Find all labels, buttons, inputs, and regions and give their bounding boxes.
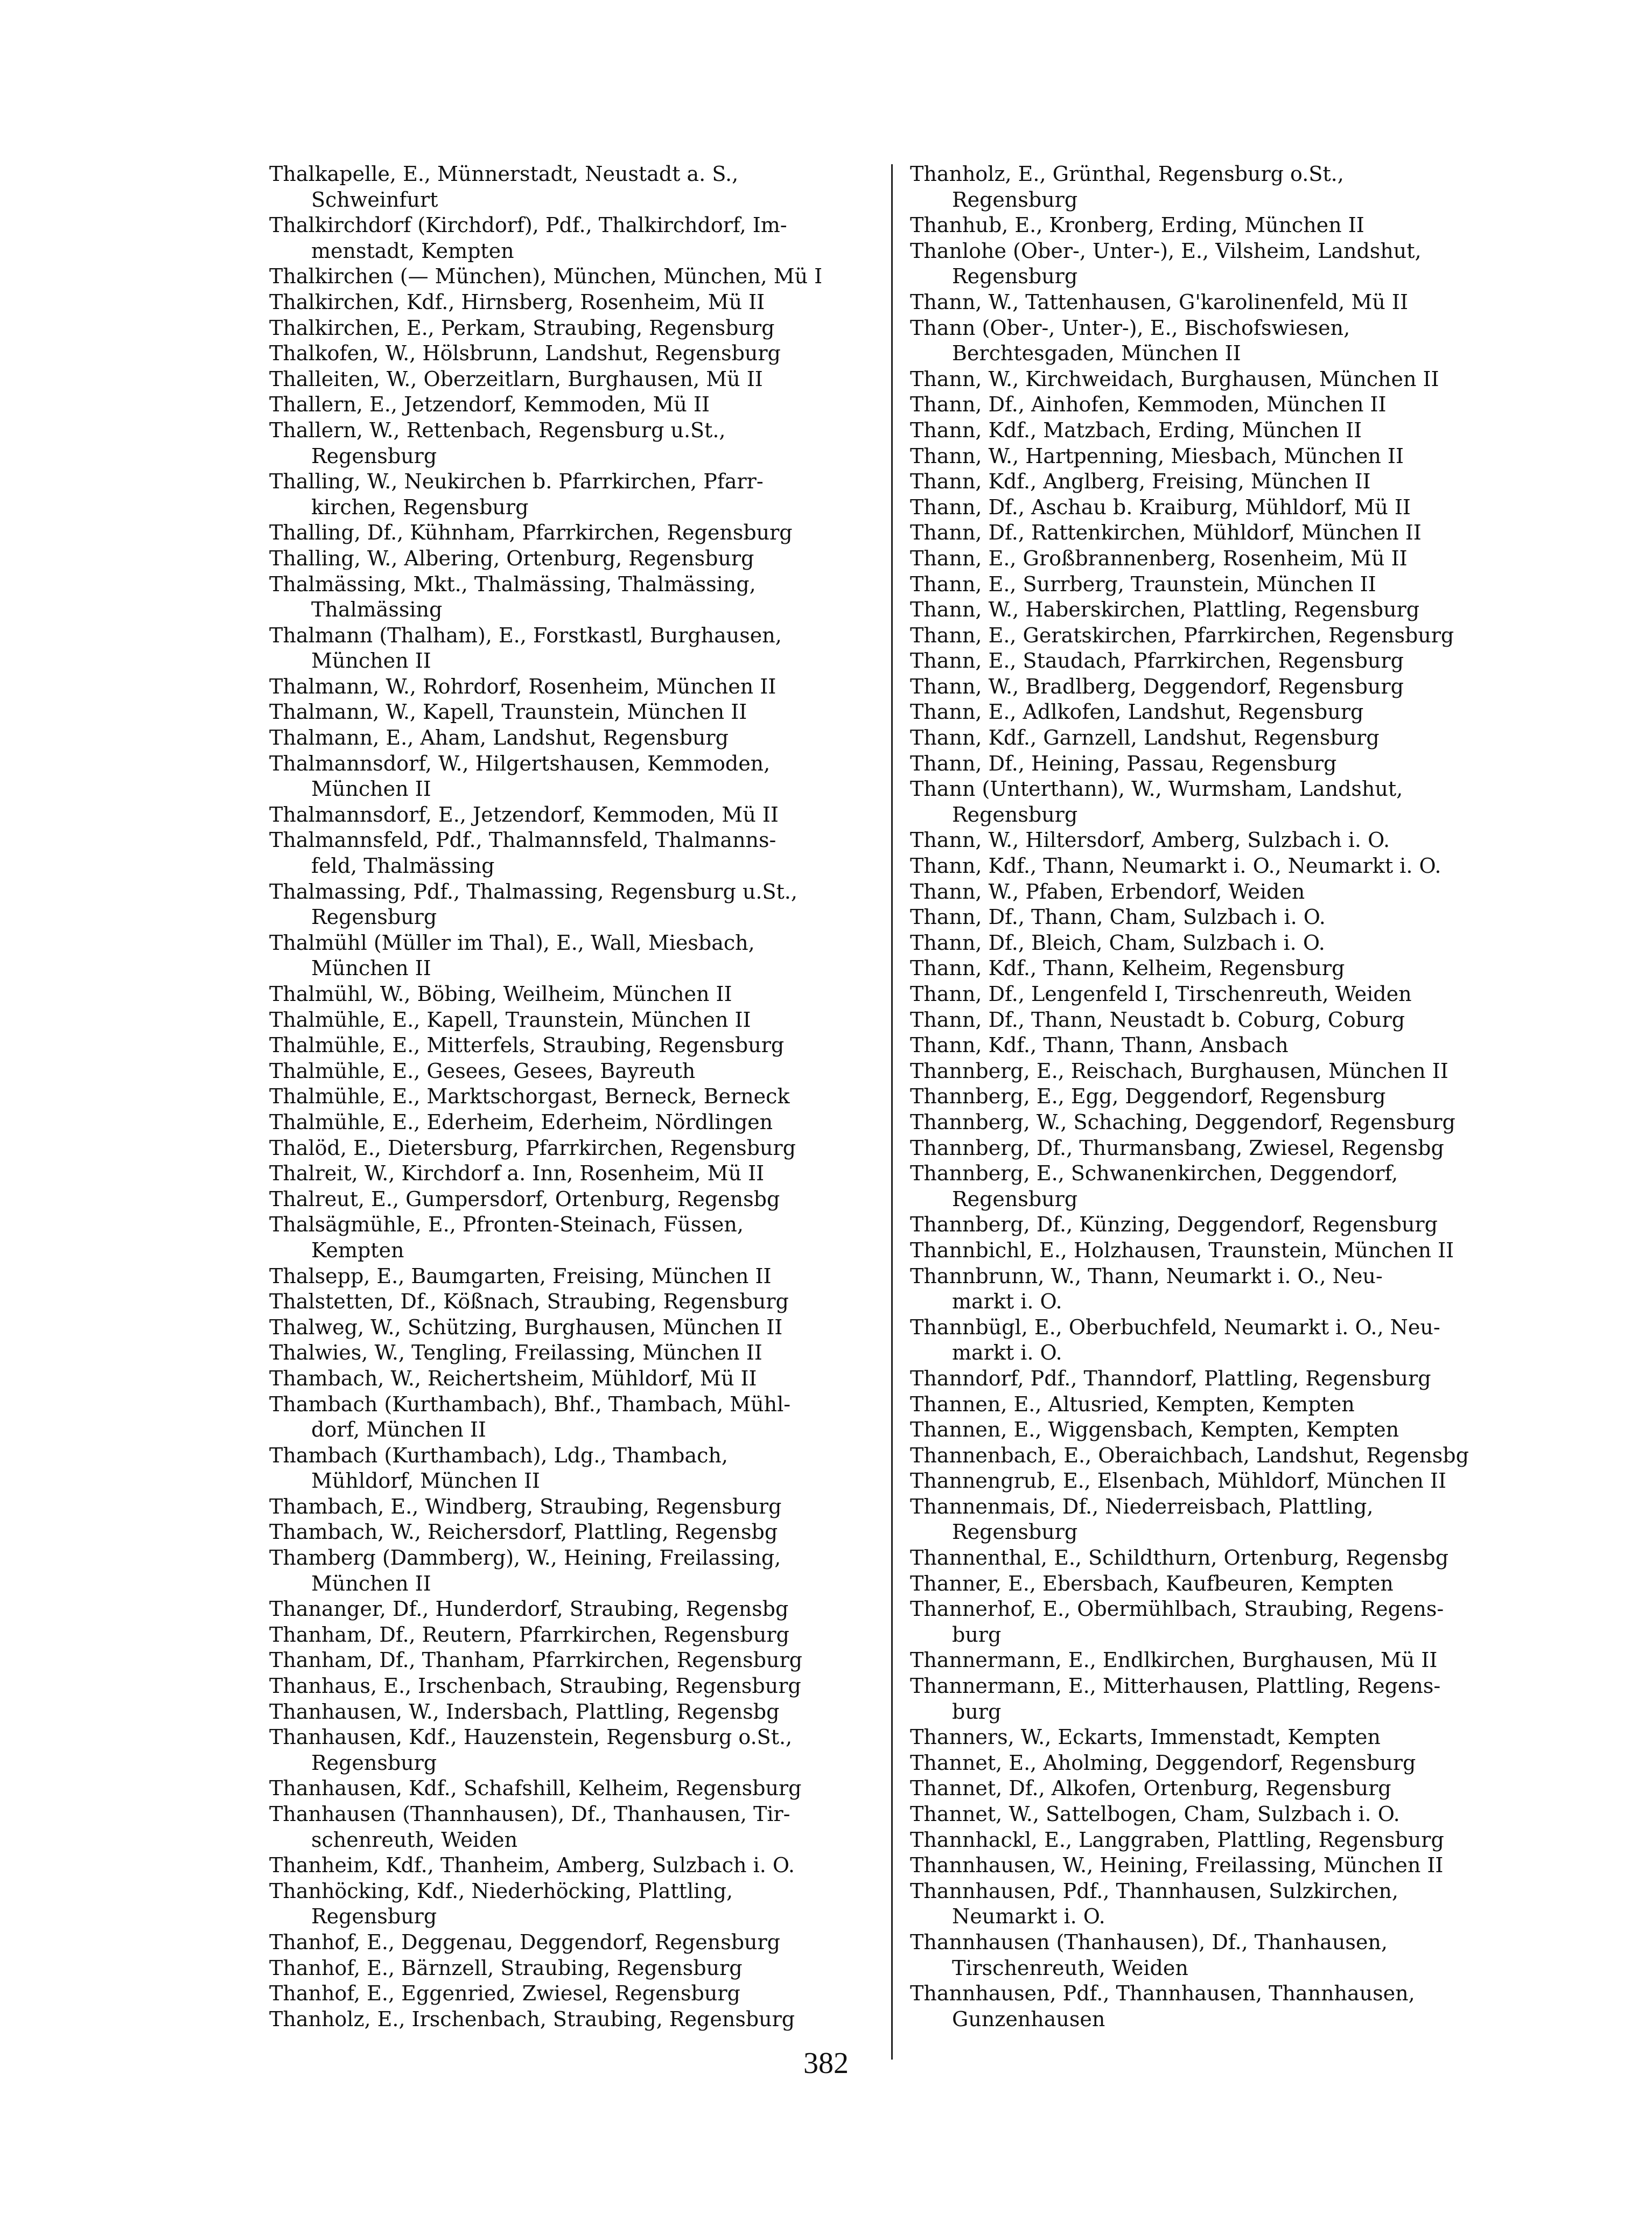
- entry-line: Thanheim, Kdf., Thanheim, Amberg, Sulzbach i. O.: [269, 1853, 795, 1878]
- entry-line: Thalmann, E., Aham, Landshut, Regensburg: [269, 726, 729, 750]
- entry-continuation-line: Regensburg: [311, 1904, 437, 1929]
- entry-line: Thalmühle, E., Kapell, Traunstein, München II: [269, 1007, 751, 1032]
- entry-continuation-line: Kempten: [311, 1238, 404, 1262]
- gazetteer-entry: [910, 367, 1529, 393]
- gazetteer-entry: [910, 1366, 1529, 1392]
- entry-line: Thann, E., Geratskirchen, Pfarrkirchen, Regensburg: [910, 623, 1454, 647]
- gazetteer-entry: [269, 1981, 888, 2007]
- entry-line: Thann, Kdf., Matzbach, Erding, München II: [910, 418, 1362, 442]
- gazetteer-entry: [269, 1879, 888, 1930]
- entry-line: Thannen, E., Wiggensbach, Kempten, Kempten: [910, 1418, 1399, 1442]
- gazetteer-entry: [269, 623, 888, 674]
- gazetteer-entry: [910, 572, 1529, 598]
- gazetteer-entry: [910, 1110, 1529, 1136]
- entry-line: Thann, Df., Thann, Neustadt b. Coburg, Coburg: [910, 1007, 1405, 1032]
- entry-line: Thann, Kdf., Garnzell, Landshut, Regensburg: [910, 726, 1380, 750]
- entry-line: Thannberg, Df., Künzing, Deggendorf, Regensburg: [910, 1213, 1438, 1237]
- gazetteer-entry: [269, 751, 888, 802]
- gazetteer-entry: [269, 1315, 888, 1341]
- gazetteer-entry: [910, 956, 1529, 982]
- entry-line: Thalkofen, W., Hölsbrunn, Landshut, Regensburg: [269, 341, 781, 366]
- gazetteer-entry: [910, 469, 1529, 495]
- gazetteer-entry: [910, 725, 1529, 751]
- gazetteer-entry: [910, 1776, 1529, 1802]
- gazetteer-entry: [269, 1673, 888, 1699]
- gazetteer-entry: [910, 1161, 1529, 1212]
- entry-line: Thalmann, W., Kapell, Traunstein, München II: [269, 700, 747, 724]
- entry-line: Thalkirchen (— München), München, München, Mü I: [269, 264, 823, 289]
- entry-line: Thanhausen, W., Indersbach, Plattling, Regensbg: [269, 1699, 780, 1724]
- entry-continuation-line: dorf, München II: [311, 1418, 486, 1442]
- entry-line: Thann, W., Haberskirchen, Plattling, Regensburg: [910, 598, 1420, 622]
- gazetteer-entry: [910, 1392, 1529, 1418]
- gazetteer-entry: [910, 853, 1529, 879]
- entry-line: Thannet, E., Aholming, Deggendorf, Regensburg: [910, 1750, 1416, 1775]
- entry-line: Thannberg, E., Schwanenkirchen, Deggendorf,: [910, 1161, 1398, 1186]
- entry-line: Thannbrunn, W., Thann, Neumarkt i. O., Neu-: [910, 1264, 1383, 1288]
- entry-line: Thann, Df., Lengenfeld I, Tirschenreuth, Weiden: [910, 982, 1412, 1006]
- gazetteer-entry: [269, 1084, 888, 1110]
- gazetteer-entry: [910, 1264, 1529, 1315]
- gazetteer-entry: [269, 1340, 888, 1366]
- entry-line: Thannbügl, E., Oberbuchfeld, Neumarkt i. O., Neu-: [910, 1315, 1440, 1339]
- entry-continuation-line: kirchen, Regensburg: [311, 495, 529, 519]
- entry-line: Thambach, E., Windberg, Straubing, Regensburg: [269, 1494, 782, 1518]
- entry-line: Thannberg, E., Reischach, Burghausen, München II: [910, 1059, 1448, 1083]
- gazetteer-entry: [910, 623, 1529, 649]
- gazetteer-entry: [269, 162, 888, 213]
- entry-line: Thalwies, W., Tengling, Freilassing, München II: [269, 1341, 762, 1365]
- entry-continuation-line: Regensburg: [952, 187, 1078, 212]
- gazetteer-entry: [910, 495, 1529, 521]
- entry-line: Thann, W., Hiltersdorf, Amberg, Sulzbach i. O.: [910, 828, 1390, 852]
- gazetteer-entry: [269, 699, 888, 725]
- entry-line: Thann, W., Kirchweidach, Burghausen, München II: [910, 367, 1439, 391]
- entry-continuation-line: Regensburg: [952, 802, 1078, 827]
- gazetteer-entry: [269, 1699, 888, 1725]
- gazetteer-entry: [269, 1494, 888, 1520]
- entry-line: Thanhöcking, Kdf., Niederhöcking, Plattling,: [269, 1879, 733, 1903]
- entry-continuation-line: schenreuth, Weiden: [311, 1827, 518, 1852]
- gazetteer-entry: [269, 1110, 888, 1136]
- gazetteer-entry: [910, 1648, 1529, 1673]
- gazetteer-entry: [269, 469, 888, 520]
- entry-line: Thambach (Kurthambach), Bhf., Thambach, Mühl-: [269, 1392, 791, 1416]
- gazetteer-entry: [269, 1545, 888, 1596]
- entry-continuation-line: markt i. O.: [952, 1290, 1062, 1314]
- gazetteer-entry: [269, 1776, 888, 1802]
- gazetteer-entry: [910, 520, 1529, 546]
- entry-continuation-line: menstadt, Kempten: [311, 239, 514, 263]
- gazetteer-entry: [269, 1392, 888, 1443]
- gazetteer-entry: [910, 1007, 1529, 1033]
- entry-line: Thann (Unterthann), W., Wurmsham, Landshut,: [910, 777, 1403, 801]
- gazetteer-entry: [910, 1238, 1529, 1264]
- gazetteer-entry: [269, 1648, 888, 1673]
- gazetteer-entry: [269, 674, 888, 700]
- entry-line: Thalmannsfeld, Pdf., Thalmannsfeld, Thalmanns-: [269, 828, 776, 852]
- gazetteer-entry: [910, 751, 1529, 777]
- gazetteer-entry: [910, 1571, 1529, 1597]
- gazetteer-entry: [910, 213, 1529, 239]
- entry-line: Thannberg, Df., Thurmansbang, Zwiesel, Regensbg: [910, 1136, 1444, 1160]
- entry-line: Thann, W., Pfaben, Erbendorf, Weiden: [910, 879, 1305, 904]
- gazetteer-entry: [269, 546, 888, 572]
- entry-line: Thannhausen, Pdf., Thannhausen, Sulzkirchen,: [910, 1879, 1398, 1903]
- entry-line: Thalweg, W., Schützing, Burghausen, München II: [269, 1315, 783, 1339]
- entry-line: Thann, Df., Ainhofen, Kemmoden, München II: [910, 393, 1387, 417]
- gazetteer-entry: [269, 1264, 888, 1290]
- gazetteer-entry: [910, 1879, 1529, 1930]
- gazetteer-entry: [910, 1494, 1529, 1545]
- gazetteer-entry: [269, 1930, 888, 1956]
- gazetteer-entry: [269, 1187, 888, 1213]
- gazetteer-entry: [910, 1725, 1529, 1750]
- gazetteer-entry: [269, 290, 888, 316]
- entry-line: Thalmühle, E., Marktschorgast, Berneck, Berneck: [269, 1084, 790, 1109]
- entry-line: Thalreut, E., Gumpersdorf, Ortenburg, Regensbg: [269, 1187, 780, 1211]
- gazetteer-entry: [269, 1853, 888, 1879]
- gazetteer-entry: [269, 930, 888, 982]
- entry-continuation-line: München II: [311, 777, 431, 801]
- gazetteer-entry: [910, 1827, 1529, 1853]
- gazetteer-entry: [910, 1596, 1529, 1648]
- gazetteer-entry: [910, 546, 1529, 572]
- entry-continuation-line: München II: [311, 649, 431, 673]
- entry-line: Thambach (Kurthambach), Ldg., Thambach,: [269, 1443, 728, 1467]
- entry-line: Thann, Df., Thann, Cham, Sulzbach i. O.: [910, 905, 1326, 929]
- entry-line: Thanhof, E., Deggenau, Deggendorf, Regensburg: [269, 1930, 780, 1954]
- entry-line: Thallern, E., Jetzendorf, Kemmoden, Mü II: [269, 393, 710, 417]
- gazetteer-entry: [910, 239, 1529, 290]
- entry-line: Thanhof, E., Eggenried, Zwiesel, Regensburg: [269, 1981, 740, 2006]
- gazetteer-entry: [269, 1956, 888, 1981]
- gazetteer-entry: [269, 1519, 888, 1545]
- entry-line: Thalmannsdorf, E., Jetzendorf, Kemmoden, Mü II: [269, 802, 779, 827]
- gazetteer-entry: [269, 341, 888, 367]
- gazetteer-entry: [269, 1725, 888, 1776]
- gazetteer-entry: [910, 1802, 1529, 1827]
- gazetteer-entry: [910, 1212, 1529, 1238]
- entry-line: Thalling, W., Neukirchen b. Pfarrkirchen, Pfarr-: [269, 470, 764, 494]
- entry-line: Thalmühle, E., Gesees, Gesees, Bayreuth: [269, 1059, 696, 1083]
- entry-line: Thamberg (Dammberg), W., Heining, Freilassing,: [269, 1546, 781, 1570]
- entry-continuation-line: Schweinfurt: [311, 187, 438, 212]
- entry-line: Thann, E., Adlkofen, Landshut, Regensburg: [910, 700, 1364, 724]
- entry-line: Thannermann, E., Endlkirchen, Burghausen, Mü II: [910, 1648, 1438, 1672]
- gazetteer-entry: [269, 879, 888, 930]
- gazetteer-entry: [910, 1673, 1529, 1725]
- page-number: 382: [803, 2047, 849, 2080]
- entry-line: Thanners, W., Eckarts, Immenstadt, Kempten: [910, 1725, 1381, 1749]
- entry-line: Thann, Df., Aschau b. Kraiburg, Mühldorf, Mü II: [910, 495, 1411, 519]
- gazetteer-entry: [910, 1315, 1529, 1366]
- entry-line: Thanner, E., Ebersbach, Kaufbeuren, Kempten: [910, 1571, 1394, 1595]
- entry-line: Thalstetten, Df., Kößnach, Straubing, Regensburg: [269, 1290, 789, 1314]
- entry-line: Thannenbach, E., Oberaichbach, Landshut, Regensbg: [910, 1443, 1469, 1467]
- gazetteer-entry: [269, 367, 888, 393]
- entry-line: Thallern, W., Rettenbach, Regensburg u.St.,: [269, 418, 726, 442]
- entry-line: Thanlohe (Ober-, Unter-), E., Vilsheim, Landshut,: [910, 239, 1422, 263]
- entry-line: Thanham, Df., Thanham, Pfarrkirchen, Regensburg: [269, 1648, 802, 1672]
- gazetteer-entry: [910, 776, 1529, 828]
- gazetteer-entry: [269, 572, 888, 623]
- entry-line: Thalkirchen, Kdf., Hirnsberg, Rosenheim, Mü II: [269, 290, 765, 314]
- gazetteer-entry: [269, 264, 888, 290]
- entry-line: Thalmann (Thalham), E., Forstkastl, Burghausen,: [269, 623, 782, 647]
- entry-line: Thalmühle, E., Mitterfels, Straubing, Regensburg: [269, 1033, 785, 1058]
- entry-line: Thalreit, W., Kirchdorf a. Inn, Rosenheim, Mü II: [269, 1161, 765, 1186]
- entry-line: Thalling, Df., Kühnham, Pfarrkirchen, Regensburg: [269, 521, 793, 545]
- entry-line: Thanhausen, Kdf., Hauzenstein, Regensburg o.St.,: [269, 1725, 793, 1749]
- entry-continuation-line: Regensburg: [311, 905, 437, 929]
- gazetteer-entry: [910, 418, 1529, 444]
- gazetteer-entry: [910, 648, 1529, 674]
- entry-line: Thanhaus, E., Irschenbach, Straubing, Regensburg: [269, 1674, 801, 1698]
- entry-line: Thananger, Df., Hunderdorf, Straubing, Regensbg: [269, 1597, 789, 1621]
- entry-line: Thambach, W., Reichersdorf, Plattling, Regensbg: [269, 1520, 778, 1544]
- entry-line: Thann (Ober-, Unter-), E., Bischofswiesen,: [910, 316, 1350, 340]
- entry-line: Thann, Kdf., Thann, Thann, Ansbach: [910, 1033, 1289, 1058]
- entry-line: Thann, Df., Heining, Passau, Regensburg: [910, 751, 1337, 775]
- gazetteer-entry: [910, 1981, 1529, 2032]
- gazetteer-entry: [910, 1443, 1529, 1469]
- entry-continuation-line: Mühldorf, München II: [311, 1469, 540, 1493]
- entry-line: Thanham, Df., Reutern, Pfarrkirchen, Regensburg: [269, 1622, 789, 1647]
- entry-continuation-line: burg: [952, 1699, 1002, 1724]
- entry-line: Thalmann, W., Rohrdorf, Rosenheim, München II: [269, 674, 776, 698]
- entry-line: Thalkapelle, E., Münnerstadt, Neustadt a. S.,: [269, 162, 739, 186]
- gazetteer-entry: [910, 1059, 1529, 1084]
- entry-line: Thalmühl, W., Böbing, Weilheim, München II: [269, 982, 732, 1006]
- entry-line: Thanhausen, Kdf., Schafshill, Kelheim, Regensburg: [269, 1776, 802, 1801]
- entry-line: Thann, Kdf., Thann, Neumarkt i. O., Neumarkt i. O.: [910, 854, 1441, 878]
- gazetteer-entry: [269, 1033, 888, 1059]
- entry-line: Thanhausen (Thannhausen), Df., Thanhausen, Tir-: [269, 1802, 790, 1826]
- entry-line: Thalling, W., Albering, Ortenburg, Regensburg: [269, 546, 754, 570]
- entry-line: Thalkirchen, E., Perkam, Straubing, Regensburg: [269, 316, 775, 340]
- gazetteer-entry: [269, 1366, 888, 1392]
- gazetteer-entry: [269, 725, 888, 751]
- entry-line: Thanholz, E., Irschenbach, Straubing, Regensburg: [269, 2007, 795, 2031]
- entry-continuation-line: Gunzenhausen: [952, 2007, 1105, 2031]
- entry-line: Thann, W., Hartpenning, Miesbach, München II: [910, 444, 1404, 468]
- entry-line: Thannet, W., Sattelbogen, Cham, Sulzbach i. O.: [910, 1802, 1400, 1826]
- gazetteer-entry: [269, 520, 888, 546]
- gazetteer-entry: [910, 1417, 1529, 1443]
- entry-line: Thann, Kdf., Anglberg, Freising, München II: [910, 470, 1371, 494]
- entry-line: Thannet, Df., Alkofen, Ortenburg, Regensburg: [910, 1776, 1391, 1801]
- gazetteer-entry: [910, 699, 1529, 725]
- entry-continuation-line: Berchtesgaden, München II: [952, 341, 1241, 366]
- entry-line: Thannenmais, Df., Niederreisbach, Plattling,: [910, 1494, 1374, 1518]
- gazetteer-entry: [269, 1059, 888, 1084]
- entry-line: Thalmannsdorf, W., Hilgertshausen, Kemmoden,: [269, 751, 771, 775]
- gazetteer-entry: [269, 418, 888, 469]
- entry-continuation-line: Regensburg: [952, 264, 1078, 289]
- gazetteer-entry: [910, 674, 1529, 700]
- entry-line: Thanhub, E., Kronberg, Erding, München II: [910, 213, 1364, 237]
- entry-line: Thann, W., Tattenhausen, G'karolinenfeld, Mü II: [910, 290, 1408, 314]
- right-column: [910, 162, 1529, 2032]
- gazetteer-entry: [910, 162, 1529, 213]
- entry-line: Thalsägmühle, E., Pfronten-Steinach, Füssen,: [269, 1213, 744, 1237]
- gazetteer-entry: [910, 1930, 1529, 1981]
- gazetteer-entry: [910, 905, 1529, 930]
- entry-line: Thalsepp, E., Baumgarten, Freising, München II: [269, 1264, 772, 1288]
- gazetteer-entry: [910, 930, 1529, 956]
- gazetteer-entry: [910, 392, 1529, 418]
- entry-line: Thalmühle, E., Ederheim, Ederheim, Nördlingen: [269, 1110, 773, 1134]
- gazetteer-entry: [269, 1161, 888, 1187]
- gazetteer-entry: [269, 982, 888, 1007]
- gazetteer-entry: [910, 1084, 1529, 1110]
- gazetteer-entry: [269, 1622, 888, 1648]
- gazetteer-entry: [269, 1289, 888, 1315]
- gazetteer-entry: [269, 1212, 888, 1263]
- entry-continuation-line: München II: [311, 1571, 431, 1595]
- entry-line: Thann, Kdf., Thann, Kelheim, Regensburg: [910, 956, 1345, 981]
- entry-line: Thann, Df., Bleich, Cham, Sulzbach i. O.: [910, 930, 1325, 955]
- entry-line: Thambach, W., Reichertsheim, Mühldorf, Mü II: [269, 1366, 757, 1390]
- column-divider: [891, 164, 893, 2060]
- gazetteer-entry: [910, 828, 1529, 853]
- entry-continuation-line: Regensburg: [311, 1750, 437, 1775]
- gazetteer-entry: [269, 828, 888, 879]
- entry-line: Thannberg, W., Schaching, Deggendorf, Regensburg: [910, 1110, 1455, 1134]
- entry-line: Thann, E., Staudach, Pfarrkirchen, Regensburg: [910, 649, 1404, 673]
- entry-line: Thannen, E., Altusried, Kempten, Kempten: [910, 1392, 1355, 1416]
- entry-line: Thanhof, E., Bärnzell, Straubing, Regensburg: [269, 1956, 743, 1980]
- gazetteer-entry: [910, 316, 1529, 367]
- gazetteer-entry: [910, 597, 1529, 623]
- entry-line: Thalleiten, W., Oberzeitlarn, Burghausen, Mü II: [269, 367, 763, 391]
- entry-line: Thalkirchdorf (Kirchdorf), Pdf., Thalkirchdorf, Im-: [269, 213, 787, 237]
- entry-continuation-line: Regensburg: [952, 1520, 1078, 1544]
- entry-line: Thalmässing, Mkt., Thalmässing, Thalmässing,: [269, 572, 756, 596]
- gazetteer-entry: [910, 1545, 1529, 1571]
- gazetteer-entry: [910, 444, 1529, 470]
- entry-line: Thalmühl (Müller im Thal), E., Wall, Miesbach,: [269, 930, 755, 955]
- gazetteer-entry: [269, 1443, 888, 1494]
- gazetteer-entry: [910, 1136, 1529, 1161]
- entry-line: Thannenthal, E., Schildthurn, Ortenburg, Regensbg: [910, 1546, 1449, 1570]
- entry-line: Thann, E., Großbrannenberg, Rosenheim, Mü II: [910, 546, 1408, 570]
- entry-line: Thannhausen, Pdf., Thannhausen, Thannhausen,: [910, 1981, 1415, 2006]
- entry-line: Thannhausen (Thanhausen), Df., Thanhausen,: [910, 1930, 1388, 1954]
- gazetteer-entry: [910, 879, 1529, 905]
- gazetteer-entry: [269, 1136, 888, 1161]
- gazetteer-entry: [269, 802, 888, 828]
- entry-line: Thalöd, E., Dietersburg, Pfarrkirchen, Regensburg: [269, 1136, 796, 1160]
- entry-line: Thannengrub, E., Elsenbach, Mühldorf, München II: [910, 1469, 1446, 1493]
- gazetteer-entry: [269, 392, 888, 418]
- entry-line: Thannbichl, E., Holzhausen, Traunstein, München II: [910, 1238, 1454, 1262]
- entry-continuation-line: Neumarkt i. O.: [952, 1904, 1105, 1929]
- gazetteer-entry: [910, 1033, 1529, 1059]
- gazetteer-entry: [910, 1750, 1529, 1776]
- entry-line: Thanndorf, Pdf., Thanndorf, Plattling, Regensburg: [910, 1366, 1431, 1390]
- entry-continuation-line: Regensburg: [952, 1187, 1078, 1211]
- entry-line: Thalmassing, Pdf., Thalmassing, Regensburg u.St.,: [269, 879, 797, 904]
- entry-continuation-line: feld, Thalmässing: [311, 854, 495, 878]
- entry-continuation-line: burg: [952, 1622, 1002, 1647]
- entry-line: Thannhausen, W., Heining, Freilassing, München II: [910, 1853, 1444, 1878]
- entry-line: Thann, E., Surrberg, Traunstein, München II: [910, 572, 1376, 596]
- gazetteer-entry: [269, 316, 888, 341]
- gazetteer-entry: [269, 2007, 888, 2033]
- entry-continuation-line: markt i. O.: [952, 1341, 1062, 1365]
- gazetteer-entry: [269, 1007, 888, 1033]
- gazetteer-entry: [269, 1596, 888, 1622]
- gazetteer-entry: [269, 1802, 888, 1853]
- left-column: [269, 162, 888, 2032]
- entry-line: Thann, Df., Rattenkirchen, Mühldorf, München II: [910, 521, 1422, 545]
- gazetteer-entry: [910, 1468, 1529, 1494]
- entry-line: Thann, W., Bradlberg, Deggendorf, Regensburg: [910, 674, 1404, 698]
- entry-line: Thannberg, E., Egg, Deggendorf, Regensburg: [910, 1084, 1386, 1109]
- entry-line: Thannerhof, E., Obermühlbach, Straubing, Regens-: [910, 1597, 1444, 1621]
- entry-line: Thannermann, E., Mitterhausen, Plattling, Regens-: [910, 1674, 1441, 1698]
- gazetteer-entry: [269, 213, 888, 264]
- gazetteer-entry: [910, 1853, 1529, 1879]
- entry-line: Thannhackl, E., Langgraben, Plattling, Regensburg: [910, 1827, 1444, 1852]
- entry-continuation-line: Regensburg: [311, 444, 437, 468]
- entry-continuation-line: Thalmässing: [311, 598, 443, 622]
- entry-continuation-line: Tirschenreuth, Weiden: [952, 1956, 1188, 1980]
- gazetteer-entry: [910, 290, 1529, 316]
- entry-line: Thanholz, E., Grünthal, Regensburg o.St.,: [910, 162, 1344, 186]
- gazetteer-entry: [910, 982, 1529, 1007]
- entry-continuation-line: München II: [311, 956, 431, 981]
